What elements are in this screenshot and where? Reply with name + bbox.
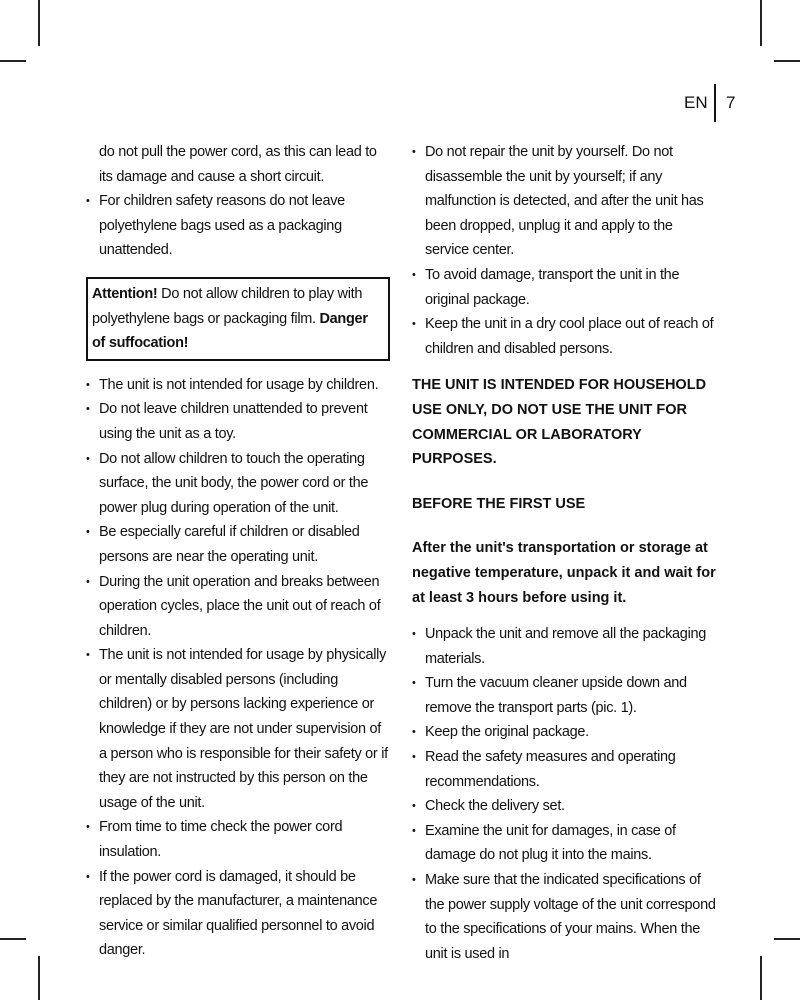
left-top-list [86,189,390,263]
right-top-list [412,140,718,361]
list-item: • The unit is not intended for usage by children. [86,373,390,398]
left-safety-list [86,373,390,963]
list-item: • Do not repair the unit by yourself. Do not disassemble the unit by yourself; if any malfunction is detected, and after the unit has been dropped, unplug it and apply to the service center. [412,140,718,263]
list-item: • Make sure that the indicated specifications of the power supply voltage of the unit correspond to the specifications of your mains. When the unit is used in [412,868,718,966]
page-number: 7 [726,93,736,112]
crop-mark-bottom-left-h [0,938,26,940]
list-item: • Do not leave children unattended to prevent using the unit as a toy. [86,397,390,446]
list-item: • Check the delivery set. [412,794,718,819]
list-item: • The unit is not intended for usage by physically or mentally disabled persons (including children) or by persons lacking experience or knowledge if they are not under supervision of a person who is responsible for their safety or if they are not instructed by this person on the usage of the unit. [86,643,390,815]
list-item: • Read the safety measures and operating recommendations. [412,745,718,794]
crop-mark-top-left-v [38,0,40,46]
crop-mark-top-right-h [774,60,800,62]
language-code: EN [684,93,708,112]
list-item: • Keep the unit in a dry cool place out of reach of children and disabled persons. [412,312,718,361]
list-item: • For children safety reasons do not leave polyethylene bags used as a packaging unattended. [86,189,390,263]
attention-label: Attention! [92,285,158,302]
attention-box [86,277,390,361]
right-column [412,140,718,966]
attention-text: Do not allow children to play with polyethylene bags or packaging film. [92,285,363,327]
crop-mark-top-right-v [760,0,762,46]
list-item: • Examine the unit for damages, in case of damage do not plug it into the mains. [412,819,718,868]
list-item: • During the unit operation and breaks between operation cycles, place the unit out of reach of children. [86,570,390,644]
list-item: • Be especially careful if children or disabled persons are near the operating unit. [86,520,390,569]
continuation-text: do not pull the power cord, as this can lead to its damage and cause a short circuit. [99,144,377,185]
list-item: • To avoid damage, transport the unit in the original package. [412,263,718,312]
list-item: • If the power cord is damaged, it should be replaced by the manufacturer, a maintenance service or similar qualified personnel to avoid danger. [86,865,390,963]
header-divider [714,84,716,122]
transport-notice: After the unit's transportation or storage at negative temperature, unpack it and wait for at least 3 hours before using it. [412,540,716,606]
household-notice: THE UNIT IS INTENDED FOR HOUSEHOLD USE ONLY, DO NOT USE THE UNIT FOR COMMERCIAL OR LABORATORY PURPOSES. [412,377,707,468]
crop-mark-top-left-h [0,60,26,62]
danger-text: Danger of suffocation! [92,310,368,352]
list-item: • Unpack the unit and remove all the packaging materials. [412,622,718,671]
left-column [86,140,390,963]
crop-mark-bottom-left-v [38,956,40,1000]
first-use-list [412,622,718,966]
crop-mark-bottom-right-h [774,938,800,940]
list-item: • Keep the original package. [412,720,718,745]
list-item: • From time to time check the power cord insulation. [86,815,390,864]
list-item: • Do not allow children to touch the operating surface, the unit body, the power cord or the power plug during operation of the unit. [86,447,390,521]
crop-mark-bottom-right-v [760,956,762,1000]
list-item: • Turn the vacuum cleaner upside down and remove the transport parts (pic. 1). [412,671,718,720]
section-title: BEFORE THE FIRST USE [412,495,586,512]
